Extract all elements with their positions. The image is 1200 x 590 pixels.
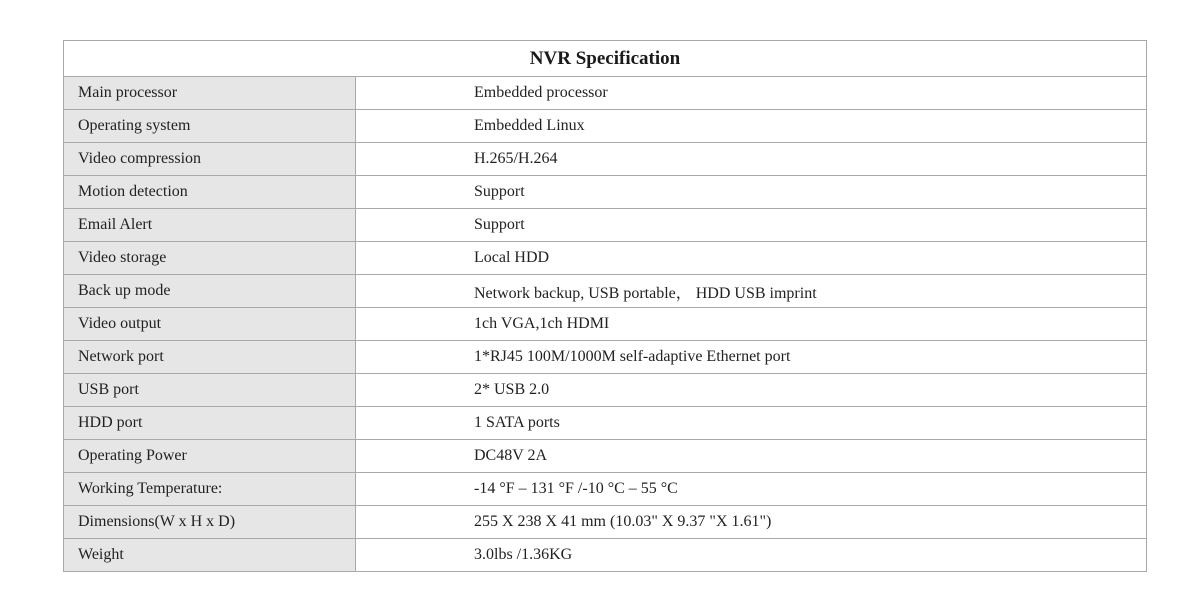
table-row bbox=[64, 341, 1147, 374]
spec-value-working-temperature: -14 °F – 131 °F /-10 °C – 55 °C bbox=[356, 473, 1147, 506]
spec-label-operating-system: Operating system bbox=[64, 110, 356, 143]
spec-label-hdd-port: HDD port bbox=[64, 407, 356, 440]
spec-label-network-port: Network port bbox=[64, 341, 356, 374]
spec-label-email-alert: Email Alert bbox=[64, 209, 356, 242]
spec-table bbox=[63, 40, 1147, 572]
spec-label-video-compression: Video compression bbox=[64, 143, 356, 176]
spec-value-hdd-port: 1 SATA ports bbox=[356, 407, 1147, 440]
table-row bbox=[64, 506, 1147, 539]
spec-value-motion-detection: Support bbox=[356, 176, 1147, 209]
spec-label-working-temperature: Working Temperature: bbox=[64, 473, 356, 506]
spec-value-weight: 3.0lbs /1.36KG bbox=[356, 539, 1147, 572]
spec-label-backup-mode: Back up mode bbox=[64, 275, 356, 308]
spec-label-main-processor: Main processor bbox=[64, 77, 356, 110]
spec-value-main-processor: Embedded processor bbox=[356, 77, 1147, 110]
table-row bbox=[64, 374, 1147, 407]
spec-label-usb-port: USB port bbox=[64, 374, 356, 407]
table-row bbox=[64, 176, 1147, 209]
table-row bbox=[64, 143, 1147, 176]
title-row bbox=[64, 41, 1147, 77]
spec-label-operating-power: Operating Power bbox=[64, 440, 356, 473]
table-row bbox=[64, 440, 1147, 473]
table-row bbox=[64, 242, 1147, 275]
table-title: NVR Specification bbox=[64, 41, 1147, 77]
spec-value-usb-port: 2* USB 2.0 bbox=[356, 374, 1147, 407]
table-row bbox=[64, 209, 1147, 242]
spec-value-backup-mode: Network backup, USB portable， HDD USB imprint bbox=[356, 275, 1147, 308]
spec-label-dimensions: Dimensions(W x H x D) bbox=[64, 506, 356, 539]
spec-value-video-output: 1ch VGA,1ch HDMI bbox=[356, 308, 1147, 341]
spec-value-operating-power: DC48V 2A bbox=[356, 440, 1147, 473]
spec-value-video-compression: H.265/H.264 bbox=[356, 143, 1147, 176]
spec-value-network-port: 1*RJ45 100M/1000M self-adaptive Ethernet port bbox=[356, 341, 1147, 374]
table-row bbox=[64, 77, 1147, 110]
spec-value-dimensions: 255 X 238 X 41 mm (10.03" X 9.37 "X 1.61") bbox=[356, 506, 1147, 539]
spec-label-video-output: Video output bbox=[64, 308, 356, 341]
table-row bbox=[64, 473, 1147, 506]
spec-value-video-storage: Local HDD bbox=[356, 242, 1147, 275]
spec-value-operating-system: Embedded Linux bbox=[356, 110, 1147, 143]
spec-label-motion-detection: Motion detection bbox=[64, 176, 356, 209]
table-row bbox=[64, 539, 1147, 572]
table-row bbox=[64, 308, 1147, 341]
spec-value-email-alert: Support bbox=[356, 209, 1147, 242]
spec-label-video-storage: Video storage bbox=[64, 242, 356, 275]
table-row bbox=[64, 407, 1147, 440]
spec-label-weight: Weight bbox=[64, 539, 356, 572]
table-row bbox=[64, 110, 1147, 143]
table-row bbox=[64, 275, 1147, 308]
